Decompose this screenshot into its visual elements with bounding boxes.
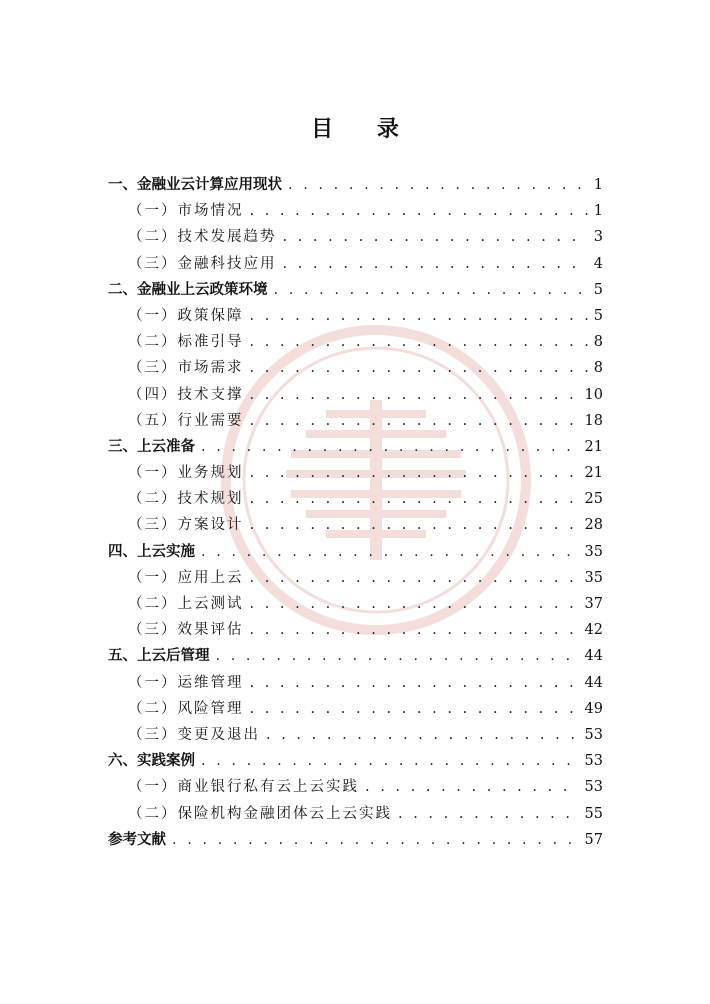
toc-entry[interactable] [108, 696, 603, 722]
toc-leader-dots [250, 486, 579, 512]
toc-leader-dots [250, 617, 579, 643]
toc-entry-page-number: 37 [584, 596, 603, 612]
toc-entry[interactable] [108, 355, 603, 381]
toc-leader-dots [365, 774, 579, 800]
toc-entry[interactable] [108, 303, 603, 329]
toc-entry-page-number: 5 [593, 307, 603, 324]
toc-leader-dots [250, 382, 579, 408]
toc-entry-label: 一、金融业云计算应用现状 [108, 177, 282, 193]
toc-leader-dots [250, 670, 579, 696]
toc-entry[interactable] [108, 486, 603, 512]
toc-entry-page-number: 1 [593, 203, 603, 220]
toc-entry[interactable] [108, 277, 603, 303]
toc-entry-page-number: 55 [584, 805, 603, 822]
toc-leader-dots [250, 460, 579, 486]
toc-leader-dots [250, 696, 579, 722]
toc-entry-label: （二）上云测试 [128, 596, 244, 612]
toc-entry-page-number: 35 [584, 543, 603, 560]
toc-entry[interactable] [108, 670, 603, 696]
toc-leader-dots [250, 512, 579, 538]
toc-entry[interactable] [108, 643, 603, 669]
toc-entry-label: 二、金融业上云政策环境 [108, 281, 268, 298]
toc-entry-page-number: 18 [584, 412, 603, 429]
toc-entry-page-number: 42 [584, 622, 603, 639]
toc-entry-label: （四）技术支撑 [128, 386, 244, 403]
toc-leader-dots [250, 408, 579, 434]
toc-leader-dots [250, 198, 588, 224]
toc-entry-page-number: 8 [593, 334, 603, 351]
toc-leader-dots [250, 355, 588, 381]
toc-entry-label: 六、实践案例 [108, 753, 195, 770]
toc-entry-label: （一）运维管理 [128, 674, 244, 691]
toc-entry-page-number: 25 [584, 491, 603, 508]
toc-entry-label: （二）技术发展趋势 [128, 229, 277, 246]
toc-leader-dots [288, 172, 588, 198]
toc-entry[interactable] [108, 565, 603, 591]
toc-entry-label: 五、上云后管理 [108, 648, 210, 665]
toc-entry-page-number: 10 [584, 386, 603, 403]
toc-leader-dots [250, 329, 588, 355]
toc-entry-label: （三）变更及退出 [128, 726, 260, 743]
toc-leader-dots [172, 827, 579, 853]
toc-entry[interactable] [108, 591, 603, 617]
toc-entry-label: （一）政策保障 [128, 307, 244, 324]
toc-entry-label: （二）风险管理 [128, 700, 244, 717]
toc-entry[interactable] [108, 172, 603, 198]
toc-entry[interactable] [108, 801, 603, 827]
toc-entry[interactable] [108, 224, 603, 250]
toc-leader-dots [250, 565, 579, 591]
toc-entry-page-number: 53 [584, 726, 603, 743]
toc-entry-label: （一）应用上云 [128, 569, 244, 586]
toc-entry-page-number: 4 [593, 255, 603, 272]
toc-leader-dots [283, 251, 588, 277]
toc-entry-page-number: 21 [584, 465, 603, 482]
toc-leader-dots [201, 434, 579, 460]
toc-entry-label: 四、上云实施 [108, 543, 195, 560]
toc-entry[interactable] [108, 198, 603, 224]
toc-entry[interactable] [108, 251, 603, 277]
toc-entry-label: （三）金融科技应用 [128, 255, 277, 272]
toc-entry-page-number: 53 [584, 753, 603, 770]
toc-entry-label: （三）效果评估 [128, 622, 244, 639]
toc-entry-page-number: 35 [584, 569, 603, 586]
toc-entry[interactable] [108, 722, 603, 748]
toc-entry-label: 参考文献 [108, 831, 166, 848]
toc-entry-page-number: 1 [593, 177, 603, 193]
toc-entry-page-number: 44 [584, 674, 603, 691]
toc-entry[interactable] [108, 434, 603, 460]
toc-entry-page-number: 44 [584, 648, 603, 665]
toc-entry-label: （三）市场需求 [128, 360, 244, 377]
toc-leader-dots [274, 277, 588, 303]
toc-entry[interactable] [108, 827, 603, 853]
toc-entry-page-number: 5 [593, 281, 603, 298]
toc-entry-label: 三、上云准备 [108, 438, 195, 455]
table-of-contents [108, 172, 603, 853]
toc-entry-page-number: 28 [584, 517, 603, 534]
toc-entry[interactable] [108, 774, 603, 800]
toc-entry-page-number: 8 [593, 360, 603, 377]
toc-leader-dots [201, 539, 579, 565]
toc-entry-label: （一）商业银行私有云上云实践 [128, 779, 359, 796]
toc-entry-label: （五）行业需要 [128, 412, 244, 429]
toc-entry-label: （三）方案设计 [128, 517, 244, 534]
toc-entry-page-number: 3 [593, 229, 603, 246]
toc-entry-label: （一）业务规划 [128, 465, 244, 482]
toc-leader-dots [283, 224, 588, 250]
toc-entry-label: （二）保险机构金融团体云上云实践 [128, 805, 392, 822]
toc-entry-page-number: 49 [584, 700, 603, 717]
toc-entry[interactable] [108, 460, 603, 486]
toc-entry-label: （二）技术规划 [128, 491, 244, 508]
toc-entry-page-number: 21 [584, 438, 603, 455]
toc-entry[interactable] [108, 382, 603, 408]
toc-entry-label: （一）市场情况 [128, 203, 244, 220]
toc-entry-page-number: 53 [584, 779, 603, 796]
toc-leader-dots [250, 303, 588, 329]
page-title: 目 录 [311, 117, 417, 142]
toc-entry[interactable] [108, 329, 603, 355]
toc-entry[interactable] [108, 408, 603, 434]
toc-entry[interactable] [108, 539, 603, 565]
toc-leader-dots [398, 801, 579, 827]
toc-leader-dots [266, 722, 579, 748]
toc-entry-label: （二）标准引导 [128, 334, 244, 351]
toc-entry-page-number: 57 [584, 831, 603, 848]
toc-leader-dots [216, 643, 579, 669]
toc-entry[interactable] [108, 617, 603, 643]
toc-entry[interactable] [108, 748, 603, 774]
toc-entry[interactable] [108, 512, 603, 538]
toc-leader-dots [250, 591, 579, 617]
toc-leader-dots [201, 748, 579, 774]
